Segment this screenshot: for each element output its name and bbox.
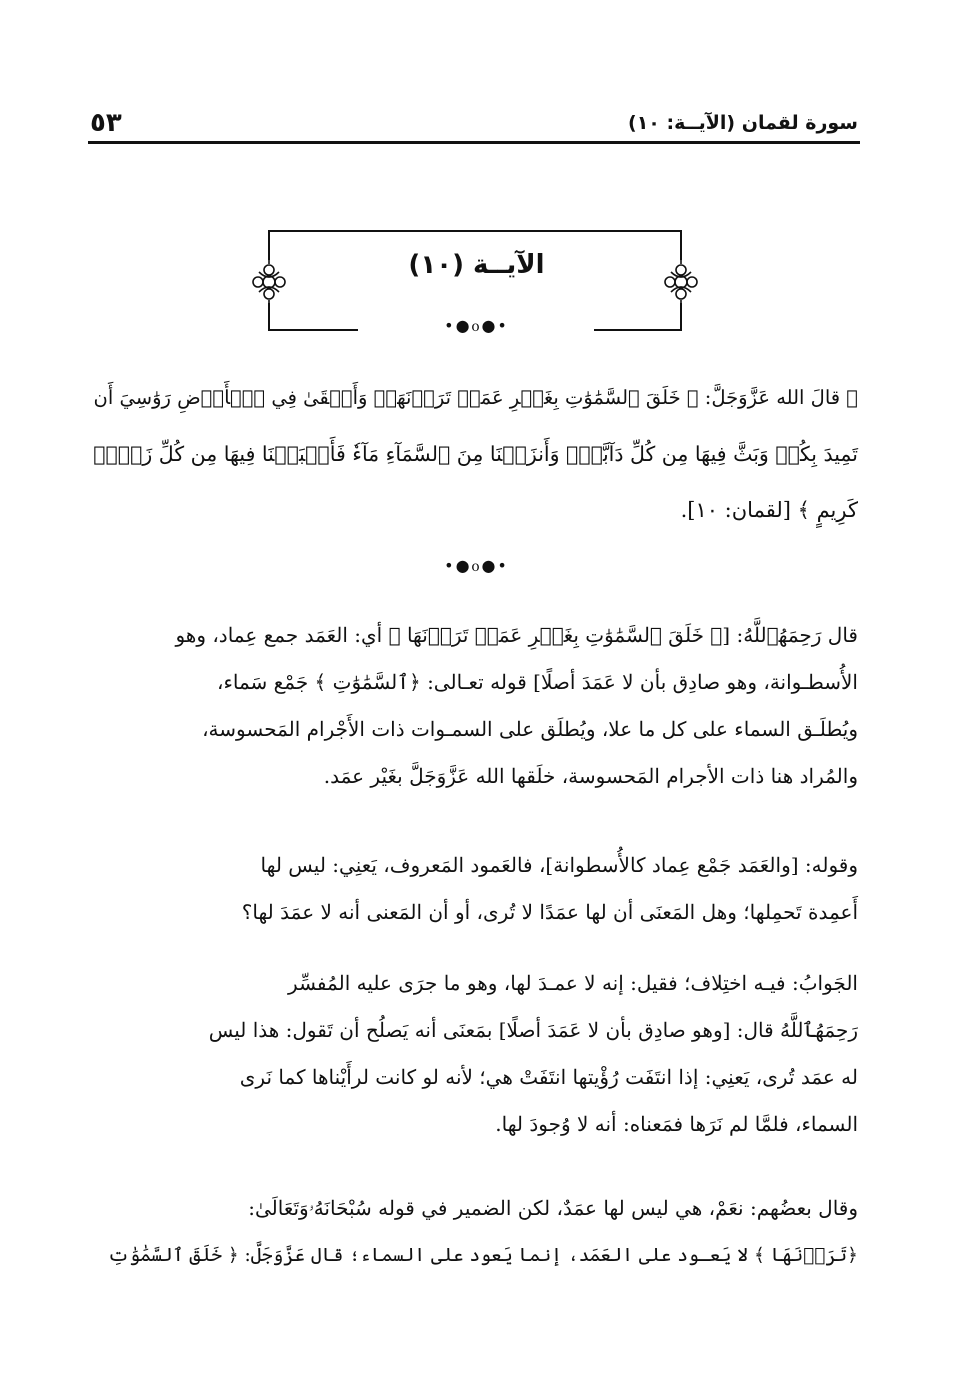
quran-verse-block xyxy=(92,370,858,538)
frame-top-rule xyxy=(268,230,682,232)
surah-title: سورة لقمان (الآيــة: ١٠) xyxy=(628,112,858,134)
left-knot-ornament-icon xyxy=(249,256,289,308)
ayah-title: الآيــة (١٠) xyxy=(408,250,545,280)
paragraph-line: وقال بعضُهم: نعَمْ، هي ليس لها عمَدٌ، لكن الضمير في قوله سُبْحَانَهُۥوَتَعَالَىٰ: xyxy=(248,1196,858,1220)
paragraph-line: قال رَحِمَهُٱللَّهُ: [﴿ خَلَقَ ٱلسَّمَٰوَٰتِ بِغَيۡرِ عَمَدٖ تَرَوۡنَهَا ﴾ أي: العَمَد جمع عِماد، وهو xyxy=(175,623,858,647)
paragraph xyxy=(92,960,858,1148)
header-rule xyxy=(88,141,860,144)
paragraph-line: الجَوابُ: فيـه اختِلاف؛ فقيل: إنه لا عمـدَ لها، وهو ما جرَى عليه المُفسِّر xyxy=(288,971,858,995)
paragraph-line: ويُطلَـق السماء على كل ما علا، ويُطلَق على السمـوات ذات الأَجْرام المَحسوسة، xyxy=(202,717,858,741)
paragraph-line: ﴿تَرَوۡنَهَا ﴾ لا يَعـود على العَمَد، إنما يَعود على السماء؛ قال عَزَّوَجَلَّ: ﴿ خَلَقَ ٱلسَّمَٰوَٰتِ xyxy=(107,1245,858,1266)
paragraph-line: السماء، فلمَّا لم نَرَها فمَعناه: أنه لا وُجودَ لها. xyxy=(495,1112,858,1136)
quran-line: تَمِيدَ بِكُمۡ وَبَثَّ فِيهَا مِن كُلِّ دَآبَّةٖۚ وَأَنزَلۡنَا مِنَ ٱلسَّمَآءِ مَآءٗ فَأَنۢبَتۡنَا فِيهَا مِن كُلِّ زَوۡجٖ xyxy=(93,442,858,466)
paragraph-line: له عمَد تُرى، يَعنِي: إذا انتَفَت رُؤْيتها انتَفَتْ هي؛ لأنه لو كانت لرأَيْناها كما نَرى xyxy=(239,1065,858,1089)
quran-line: ۞ قالَ الله عَزَّوَجَلَّ: ﴿ خَلَقَ ٱلسَّمَٰوَٰتِ بِغَيۡرِ عَمَدٖ تَرَوۡنَهَاۖ وَأَلۡقَىٰ فِي ٱلۡأَرۡضِ رَوَٰسِيَ أَن xyxy=(93,386,858,409)
page-number: ٥٣ xyxy=(90,108,122,138)
section-divider: •●ᦞ●• xyxy=(444,556,509,575)
paragraph-line: الأُسطـوانة، وهو صادِق بأن لا عَمَدَ أصلًا] قوله تعـالى: ﴿ٱلسَّمَٰوَٰتِ ﴾ جَمْع سَماء، xyxy=(216,670,858,694)
paragraph-line: رَحِمَهُٱللَّهُ قال: [وهو صادِق بأن لا عَمَدَ أصلًا] بمَعنَى أنه يَصلُح أن تَقول: هذا ليس xyxy=(208,1018,858,1042)
paragraph xyxy=(92,842,858,936)
title-ornament: •●ᦞ●• xyxy=(444,316,509,335)
paragraph xyxy=(92,1185,858,1279)
paragraph xyxy=(92,612,858,800)
frame-bottom-right-rule xyxy=(594,329,682,331)
right-knot-ornament-icon xyxy=(661,256,701,308)
paragraph-line: أَعمِدة تَحمِلها؛ وهل المَعنَى أن لها عمَدًا لا تُرى، أو أن المَعنى أنه لا عمَدَ لها؟ xyxy=(241,900,858,924)
quran-line: كَرِيمٍ ﴾ [لقمان: ١٠]. xyxy=(680,498,858,522)
paragraph-line: وقوله: [والعَمَد جَمْع عِماد كالأُسطوانة]، فالعَمود المَعروف، يَعنِي: ليس لها xyxy=(260,853,858,877)
running-header xyxy=(90,108,858,144)
paragraph-line: والمُراد هنا ذات الأجرام المَحسوسة، خلَقها الله عَزَّوَجَلَّ بغَيْر عمَد. xyxy=(323,764,858,788)
frame-bottom-left-rule xyxy=(268,329,358,331)
